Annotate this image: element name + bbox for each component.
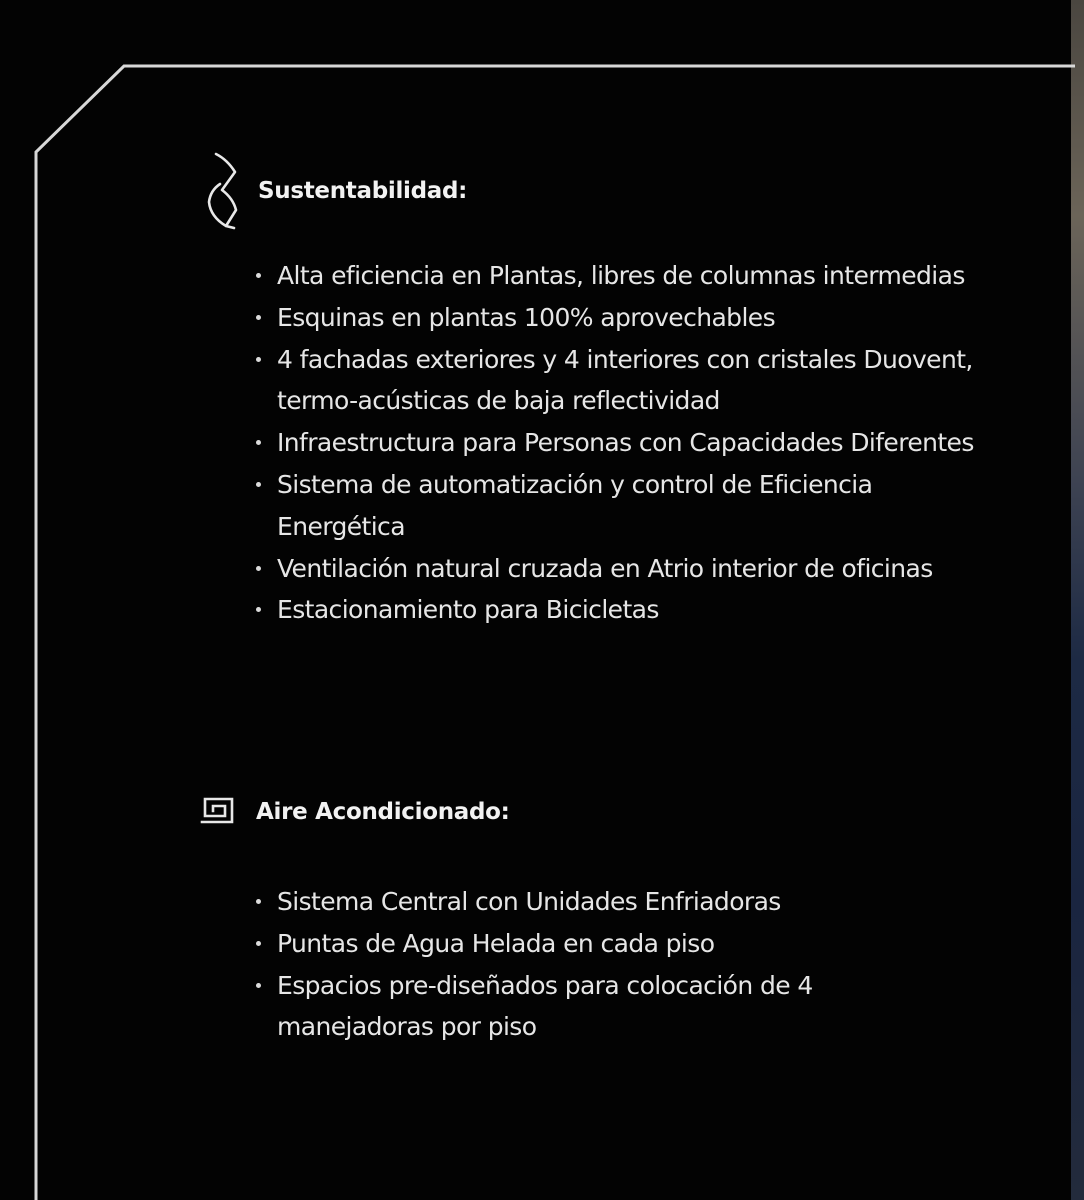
list-item [256, 255, 976, 297]
leaf-outline-icon [204, 152, 240, 230]
list-item-text: Ventilación natural cruzada en Atrio interior de oficinas [277, 553, 933, 583]
section-title: Sustentabilidad: [258, 178, 468, 204]
bullet-dot [256, 941, 261, 946]
bullet-dot [256, 315, 261, 320]
list-item-text: Infraestructura para Personas con Capacidades Diferentes [277, 428, 974, 458]
list-item-text: Puntas de Agua Helada en cada piso [277, 928, 715, 958]
list-item-text: Espacios pre-diseñados para colocación de 4 manejadoras por piso [277, 970, 813, 1042]
section-title: Aire Acondicionado: [256, 799, 510, 825]
sustentabilidad-list [256, 255, 976, 631]
bullet-dot [256, 440, 261, 445]
list-item-text: Sistema Central con Unidades Enfriadoras [277, 887, 781, 916]
bullet-dot [256, 482, 261, 487]
list-item [256, 464, 976, 548]
aire-acondicionado-list [256, 881, 976, 1048]
list-item [256, 923, 976, 965]
list-item [256, 548, 976, 590]
section-header-sustentabilidad [204, 152, 467, 230]
list-item [256, 339, 976, 423]
list-item [256, 297, 976, 339]
list-item [256, 422, 976, 464]
list-item [256, 589, 976, 631]
bullet-dot [256, 566, 261, 571]
bullet-dot [256, 357, 261, 362]
list-item-text: Esquinas en plantas 100% aprovechables [277, 302, 776, 332]
bullet-dot [256, 899, 261, 904]
list-item [256, 965, 976, 1049]
square-spiral-icon [200, 796, 234, 828]
bullet-dot [256, 983, 261, 988]
list-item-text: 4 fachadas exteriores y 4 interiores con cristales Duovent, termo-acústicas de baja reflectividad [277, 344, 973, 416]
list-item-text: Sistema de automatización y control de Eficiencia Energética [277, 469, 873, 541]
bullet-dot [256, 607, 261, 612]
list-item-text: Alta eficiencia en Plantas, libres de columnas intermedias [277, 261, 965, 290]
background-photo-edge [1071, 0, 1084, 1200]
section-header-aire-acondicionado [200, 796, 510, 828]
list-item-text: Estacionamiento para Bicicletas [277, 595, 659, 625]
bullet-dot [256, 273, 261, 278]
list-item [256, 881, 976, 923]
